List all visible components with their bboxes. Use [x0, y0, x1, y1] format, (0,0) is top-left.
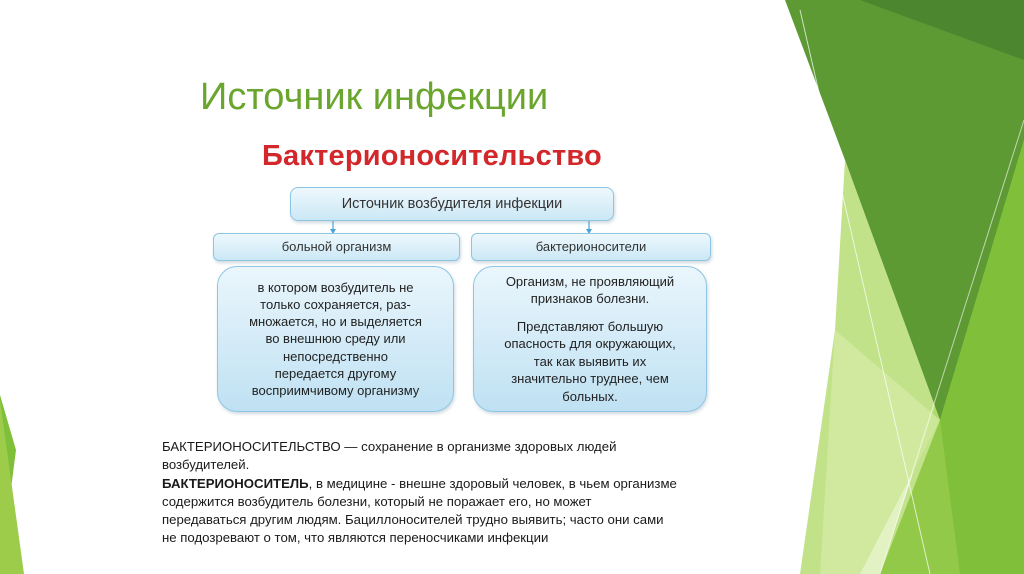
- desc-line: множается, но и выделяется: [249, 314, 422, 330]
- definition-line: возбудителей.: [162, 457, 250, 473]
- desc-line: в котором возбудитель не: [257, 279, 414, 295]
- desc-line: больных.: [562, 388, 618, 404]
- slide-title: Источник инфекции: [200, 76, 549, 118]
- desc-line: Представляют большую: [516, 318, 664, 334]
- definition-line: БАКТЕРИОНОСИТЕЛЬСТВО — сохранение в организме здоровых людей: [162, 439, 617, 454]
- sick-organism-box: больной организм: [213, 233, 460, 261]
- definition-line: не подозревают о том, что являются переносчиками инфекции: [162, 530, 549, 546]
- carriers-description: [473, 266, 707, 412]
- desc-line: признаков болезни.: [530, 291, 650, 307]
- definition-line: передаваться другим людям. Бациллоносителей трудно выявить; часто они сами: [162, 512, 664, 528]
- desc-line: восприимчивому организму: [251, 383, 420, 398]
- desc-line: передается другому: [274, 365, 397, 381]
- definitions-text: [162, 438, 802, 548]
- desc-line: опасность для окружающих,: [504, 336, 676, 352]
- definition-line: БАКТЕРИОНОСИТЕЛЬ, в медицине - внешне здоровый человек, в чьем организме: [162, 475, 677, 491]
- desc-line: Организм, не проявляющий: [505, 274, 675, 290]
- term-bacteria-carrier: БАКТЕРИОНОСИТЕЛЬ: [162, 475, 309, 491]
- desc-line: непосредственно: [283, 348, 388, 364]
- term-bacteria-carriage: БАКТЕРИОНОСИТЕЛЬСТВО: [162, 439, 341, 454]
- sick-organism-description: [217, 266, 454, 412]
- definition-line: содержится возбудитель болезни, который не поражает его, но может: [162, 493, 592, 509]
- diagram-title: Бактерионосительство: [262, 140, 602, 172]
- desc-line: только сохраняется, раз-: [260, 296, 411, 312]
- desc-line: значительно труднее, чем: [511, 371, 669, 387]
- desc-line: во внешнюю среду или: [265, 331, 406, 347]
- carriers-box: бактерионосители: [471, 233, 711, 261]
- desc-line: так как выявить их: [533, 353, 647, 369]
- source-box: Источник возбудителя инфекции: [290, 187, 614, 221]
